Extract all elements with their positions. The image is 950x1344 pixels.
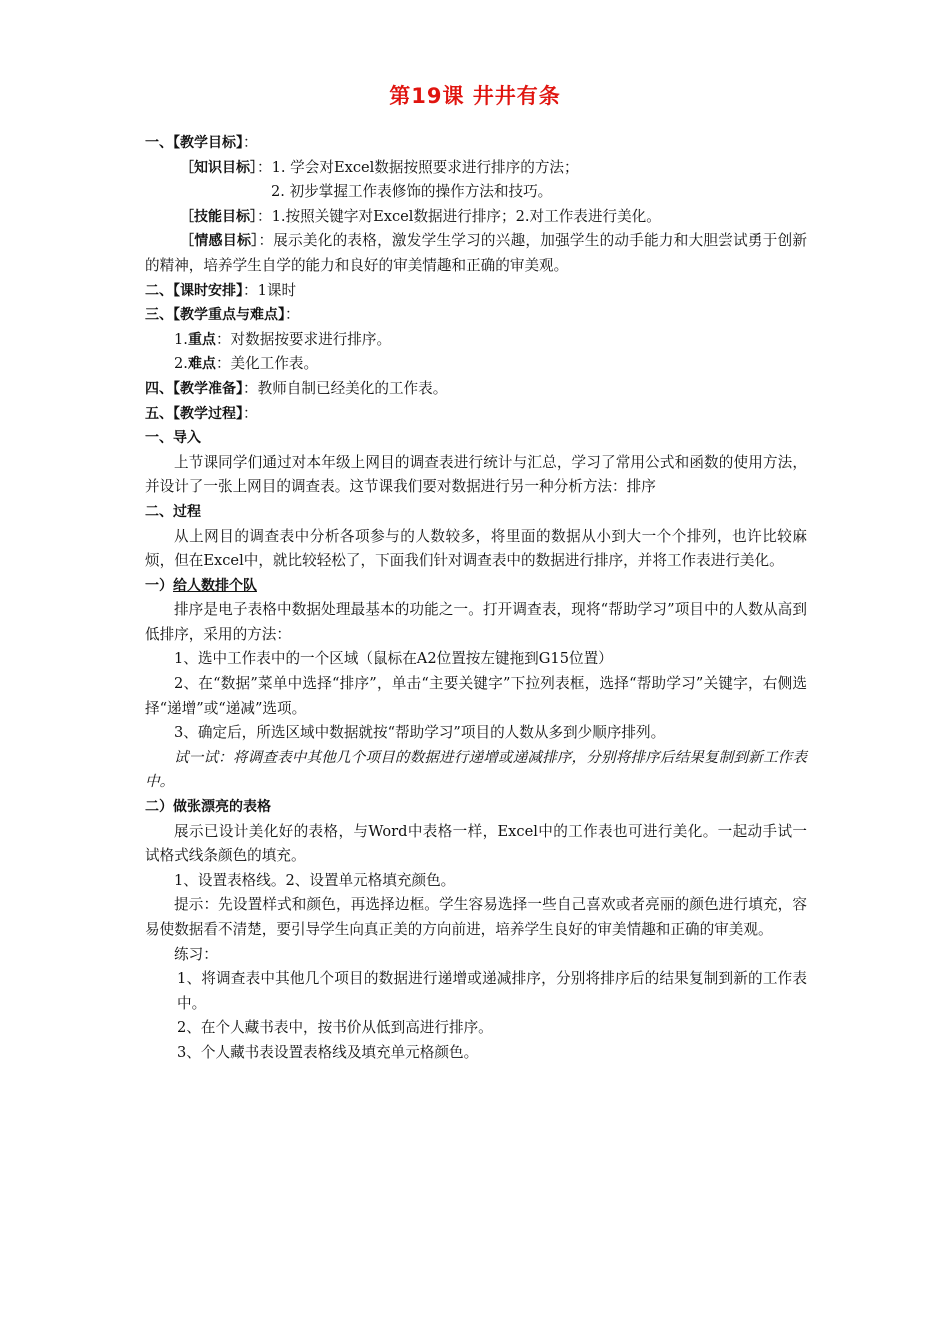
beautify-steps: 1、设置表格线。2、设置单元格填充颜色。 (174, 871, 456, 889)
colon: ： (243, 404, 258, 422)
section-text: ：教师自制已经美化的工作表。 (243, 379, 448, 397)
item-text: ：对数据按要求进行排序。 (215, 330, 392, 348)
goal-label: ［情感目标］ (180, 233, 259, 250)
subsection-number: 一） (145, 577, 173, 594)
sorting-step-2: 2、在“数据”菜单中选择“排序”，单击“主要关键字”下拉列表框，选择“帮助学习”关键字，右侧选择“递增”或“递减”选项。 (145, 675, 807, 717)
sorting-step-3: 3、确定后，所选区域中数据就按“帮助学习”项目的人数从多到少顺序排列。 (174, 724, 666, 742)
colon: ： (285, 306, 300, 324)
knowledge-goal-1 (145, 156, 807, 181)
skill-goal (145, 205, 807, 230)
section-label: 五、【教学过程】 (145, 405, 243, 422)
heading-sorting (145, 574, 807, 599)
beautify-tip: 提示：先设置样式和颜色，再选择边框。学生容易选择一些自己喜欢或者亮丽的颜色进行填充，容易使数据看不清楚，要引导学生向真正美的方向前进，培养学生良好的审美情趣和正确的审美观。 (145, 896, 807, 938)
sorting-intro: 排序是电子表格中数据处理最基本的功能之一。打开调查表，现将“帮助学习”项目中的人数从高到低排序，采用的方法： (145, 601, 807, 643)
section-preparation (145, 377, 807, 402)
goal-text: ：1.按照关键字对Excel数据进行排序；2.对工作表进行美化。 (257, 207, 661, 225)
item-label: 难点 (187, 356, 216, 373)
section-label: 四、【教学准备】 (145, 380, 243, 397)
goal-text: ：展示美化的表格，激发学生学习的兴趣，加强学生的动手能力和大胆尝试勇于创新的精神，培养学生自学的能力和良好的审美情趣和正确的审美观。 (145, 232, 807, 274)
heading-process: 二、过程 (145, 503, 201, 520)
item-number: 2. (174, 355, 188, 373)
goal-text: ：1. 学会对Excel数据按照要求进行排序的方法； (257, 158, 579, 176)
section-process (145, 402, 807, 427)
section-text: ：1课时 (243, 281, 297, 299)
subsection-title: 给人数排个队 (173, 577, 257, 594)
section-schedule (145, 279, 807, 304)
heading-intro: 一、导入 (145, 430, 201, 447)
beautify-intro: 展示已设计美化好的表格，与Word中表格一样，Excel中的工作表也可进行美化。一起动手试一试格式线条颜色的填充。 (145, 822, 807, 865)
key-point (145, 328, 807, 353)
item-label: 重点 (187, 331, 216, 348)
document-body (145, 131, 807, 1066)
difficult-point (145, 352, 807, 377)
practice-item-1: 1、将调查表中其他几个项目的数据进行递增或递减排序，分别将排序后的结果复制到新的工作表中。 (177, 970, 807, 1012)
goal-label: ［技能目标］ (180, 208, 257, 225)
page-title: 第19课 井井有条 (389, 84, 561, 108)
knowledge-goal-2: 2. 初步掌握工作表修饰的操作方法和技巧。 (271, 183, 553, 201)
goal-label: ［知识目标］ (180, 159, 257, 176)
section-label: 三、【教学重点与难点】 (145, 307, 285, 324)
practice-item-2: 2、在个人藏书表中，按书价从低到高进行排序。 (177, 1019, 493, 1037)
item-number: 1. (174, 330, 188, 348)
section-teaching-goals (145, 131, 807, 156)
sorting-step-1: 1、选中工作表中的一个区域（鼠标在A2位置按左键拖到G15位置） (174, 650, 613, 668)
section-label: 二、【课时安排】 (145, 282, 243, 299)
heading-beautify: 二）做张漂亮的表格 (145, 799, 271, 816)
section-label: 一、【教学目标】 (145, 135, 243, 151)
process-paragraph: 从上网目的调查表中分析各项参与的人数较多，将里面的数据从小到大一个个排列，也许比较麻烦，但在Excel中，就比较轻松了，下面我们针对调查表中的数据进行排序，并将工作表进行美化。 (145, 527, 807, 570)
intro-paragraph: 上节课同学们通过对本年级上网目的调查表进行统计与汇总，学习了常用公式和函数的使用方法，并设计了一张上网目的调查表。这节课我们要对数据进行另一种分析方法：排序 (145, 453, 807, 496)
emotion-goal (145, 229, 807, 278)
colon: ： (243, 134, 258, 151)
sorting-try-it: 试一试：将调查表中其他几个项目的数据进行递增或递减排序，分别将排序后结果复制到新工作表中。 (145, 748, 807, 791)
item-text: ：美化工作表。 (215, 355, 319, 373)
practice-label: 练习： (174, 945, 218, 963)
practice-item-3: 3、个人藏书表设置表格线及填充单元格颜色。 (177, 1043, 479, 1061)
section-key-points (145, 303, 807, 328)
